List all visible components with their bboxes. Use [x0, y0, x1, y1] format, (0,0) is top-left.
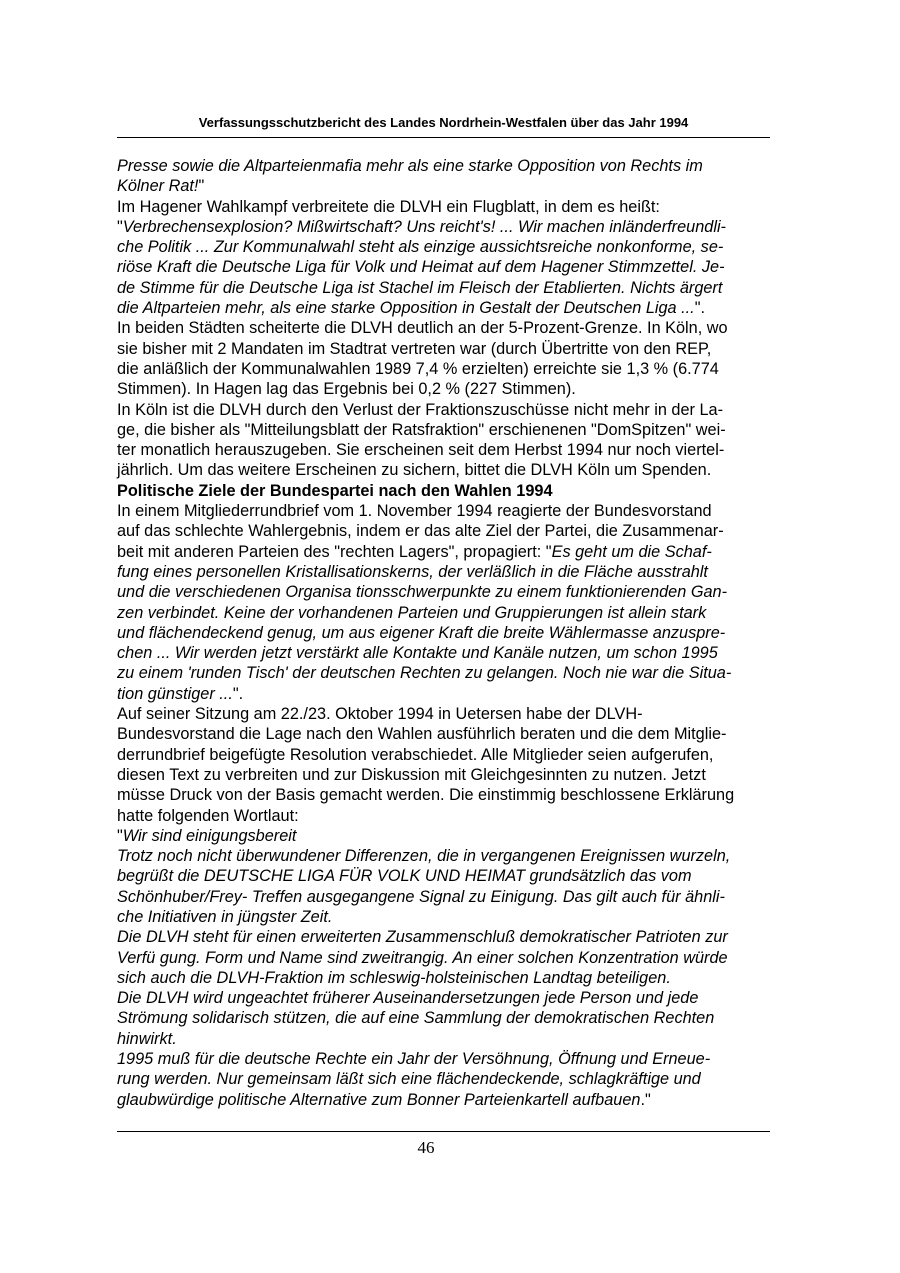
text-segment: glaubwürdige politische Alternative zum Bonner Parteienkartell aufbauen [117, 1090, 641, 1109]
text-segment: " [117, 217, 123, 236]
text-line [117, 460, 785, 480]
text-segment: Wir sind einigungsbereit [122, 826, 297, 845]
text-segment: rung werden. Nur gemeinsam läßt sich eine flächendeckende, schlagkräftige und [117, 1070, 701, 1089]
text-segment: zu einem 'runden Tisch' der deutschen Rechten zu gelangen. Noch nie war die Situa- [117, 664, 732, 683]
text-segment: Bundesvorstand die Lage nach den Wahlen ausführlich beraten und die dem Mitglie- [117, 725, 727, 744]
text-line [117, 988, 785, 1008]
text-line [117, 1069, 785, 1089]
text-segment: Politische Ziele der Bundespartei nach den Wahlen 1994 [117, 481, 553, 500]
text-line [117, 785, 785, 805]
text-line [117, 948, 785, 968]
text-line [117, 826, 785, 846]
text-line [117, 379, 785, 399]
text-line [117, 339, 785, 359]
text-line [117, 866, 785, 886]
text-line [117, 724, 785, 744]
text-line [117, 745, 785, 765]
text-line [117, 176, 785, 196]
text-line [117, 156, 785, 176]
page-number: 46 [417, 1138, 435, 1157]
text-line [117, 603, 785, 623]
text-line [117, 684, 785, 704]
text-line [117, 1049, 785, 1069]
text-segment: che Initiativen in jüngster Zeit. [117, 907, 333, 926]
text-segment: Presse sowie die Altparteienmafia mehr als eine starke Opposition von Rechts im [117, 157, 703, 175]
text-line [117, 420, 785, 440]
text-segment: ter monatlich herauszugeben. Sie erscheinen seit dem Herbst 1994 nur noch viertel- [117, 441, 725, 460]
text-line [117, 887, 785, 907]
text-line [117, 278, 785, 298]
text-segment: Schönhuber/Frey- Treffen ausgegangene Signal zu Einigung. Das gilt auch für ähnli- [117, 887, 725, 906]
text-segment: Die DLVH steht für einen erweiterten Zusammenschluß demokratischer Patrioten zur [117, 928, 728, 947]
text-segment: sie bisher mit 2 Mandaten im Stadtrat vertreten war (durch Übertritte von den REP, [117, 339, 712, 358]
text-segment: ". [232, 684, 244, 703]
text-line [117, 623, 785, 643]
text-segment: Trotz noch nicht überwundener Differenzen, die in vergangenen Ereignissen wurzeln, [117, 847, 731, 866]
text-line [117, 1090, 785, 1110]
text-line [117, 237, 785, 257]
text-segment: und flächendeckend genug, um aus eigener Kraft die breite Wählermasse anzuspre- [117, 623, 726, 642]
text-segment: die anläßlich der Kommunalwahlen 1989 7,4 % erzielten) erreichte sie 1,3 % (6.774 [117, 359, 719, 378]
text-line [117, 846, 785, 866]
text-segment: hinwirkt. [117, 1029, 177, 1048]
text-segment: Im Hagener Wahlkampf verbreitete die DLVH ein Flugblatt, in dem es heißt: [117, 197, 660, 216]
text-segment: Strömung solidarisch stützen, die auf eine Sammlung der demokratischen Rechten [117, 1009, 715, 1028]
text-line [117, 400, 785, 420]
text-line [117, 217, 785, 237]
text-segment: ". [694, 299, 706, 318]
text-line [117, 298, 785, 318]
text-segment: derrundbrief beigefügte Resolution verabschiedet. Alle Mitglieder seien aufgerufen, [117, 745, 714, 764]
body-text [117, 156, 785, 1110]
text-line [117, 521, 785, 541]
text-segment: diesen Text zu verbreiten und zur Diskussion mit Gleichgesinnten zu nutzen. Jetzt [117, 765, 706, 784]
text-segment: Die DLVH wird ungeachtet früherer Auseinandersetzungen jede Person und jede [117, 989, 699, 1008]
text-line [117, 582, 785, 602]
text-line [117, 806, 785, 826]
text-line [117, 440, 785, 460]
text-segment: riöse Kraft die Deutsche Liga für Volk und Heimat auf dem Hagener Stimmzettel. Je- [117, 258, 725, 277]
text-line [117, 562, 785, 582]
text-segment: de Stimme für die Deutsche Liga ist Stachel im Fleisch der Etablierten. Nichts ärgert [117, 278, 723, 297]
text-line [117, 765, 785, 785]
text-line [117, 481, 785, 501]
text-segment: müsse Druck von der Basis gemacht werden. Die einstimmig beschlossene Erklärung [117, 786, 735, 805]
text-segment: " [117, 826, 123, 845]
text-segment: jährlich. Um das weitere Erscheinen zu sichern, bittet die DLVH Köln um Spenden. [117, 461, 712, 480]
text-segment: Es geht um die Schaf- [551, 542, 712, 561]
text-segment: Stimmen). In Hagen lag das Ergebnis bei 0,2 % (227 Stimmen). [117, 380, 576, 399]
text-line [117, 907, 785, 927]
text-segment: In einem Mitgliederrundbrief vom 1. November 1994 reagierte der Bundesvorstand [117, 502, 712, 521]
text-line [117, 968, 785, 988]
text-line [117, 704, 785, 724]
text-line [117, 1029, 785, 1049]
text-line [117, 197, 785, 217]
text-segment: ge, die bisher als "Mitteilungsblatt der Ratsfraktion" erschienenen "DomSpitzen" wei- [117, 420, 726, 439]
text-segment: begrüßt die DEUTSCHE LIGA FÜR VOLK UND HEIMAT grundsätzlich das vom [117, 867, 692, 886]
text-segment: Verfü gung. Form und Name sind zweitrangig. An einer solchen Konzentration würde [117, 948, 728, 967]
text-segment: tion günstiger ... [117, 684, 233, 703]
text-segment: fung eines personellen Kristallisationskerns, der verläßlich in die Fläche ausstrahlt [117, 562, 708, 581]
footer-divider [117, 1131, 770, 1132]
text-line [117, 927, 785, 947]
text-segment: Auf seiner Sitzung am 22./23. Oktober 1994 in Uetersen habe der DLVH- [117, 705, 643, 724]
text-segment: Verbrechensexplosion? Mißwirtschaft? Uns reicht's! ... Wir machen inländerfreundli- [122, 217, 726, 236]
text-segment: In beiden Städten scheiterte die DLVH deutlich an der 5-Prozent-Grenze. In Köln, wo [117, 319, 728, 338]
text-segment: auf das schlechte Wahlergebnis, indem er das alte Ziel der Partei, die Zusammenar- [117, 522, 724, 541]
text-segment: hatte folgenden Wortlaut: [117, 806, 299, 825]
text-line [117, 643, 785, 663]
page-header: Verfassungsschutzbericht des Landes Nordrhein-Westfalen über das Jahr 1994 [198, 115, 689, 130]
text-segment: ." [640, 1090, 651, 1109]
text-segment: die Altparteien mehr, als eine starke Opposition in Gestalt der Deutschen Liga ... [117, 299, 695, 318]
text-segment: beit mit anderen Parteien des "rechten Lagers", propagiert: " [117, 542, 552, 561]
text-segment: che Politik ... Zur Kommunalwahl steht als einzige aussichtsreiche nonkonforme, se- [117, 238, 724, 257]
text-line [117, 542, 785, 562]
text-segment: 1995 muß für die deutsche Rechte ein Jahr der Versöhnung, Öffnung und Erneue- [117, 1050, 711, 1069]
text-line [117, 663, 785, 683]
text-segment: chen ... Wir werden jetzt verstärkt alle Kontakte und Kanäle nutzen, um schon 1995 [117, 644, 718, 663]
text-line [117, 318, 785, 338]
text-segment: zen verbindet. Keine der vorhandenen Parteien und Gruppierungen ist allein stark [117, 603, 707, 622]
text-segment: In Köln ist die DLVH durch den Verlust der Fraktionszuschüsse nicht mehr in der La- [117, 400, 724, 419]
text-segment: sich auch die DLVH-Fraktion im schleswig-holsteinischen Landtag beteiligen. [117, 968, 671, 987]
text-segment: " [198, 177, 205, 196]
text-line [117, 257, 785, 277]
text-line [117, 501, 785, 521]
text-segment: Kölner Rat! [117, 177, 199, 196]
text-line [117, 1008, 785, 1028]
header-divider [117, 137, 770, 138]
text-segment: und die verschiedenen Organisa tionsschwerpunkte zu einem funktionierenden Gan- [117, 583, 728, 602]
text-line [117, 359, 785, 379]
